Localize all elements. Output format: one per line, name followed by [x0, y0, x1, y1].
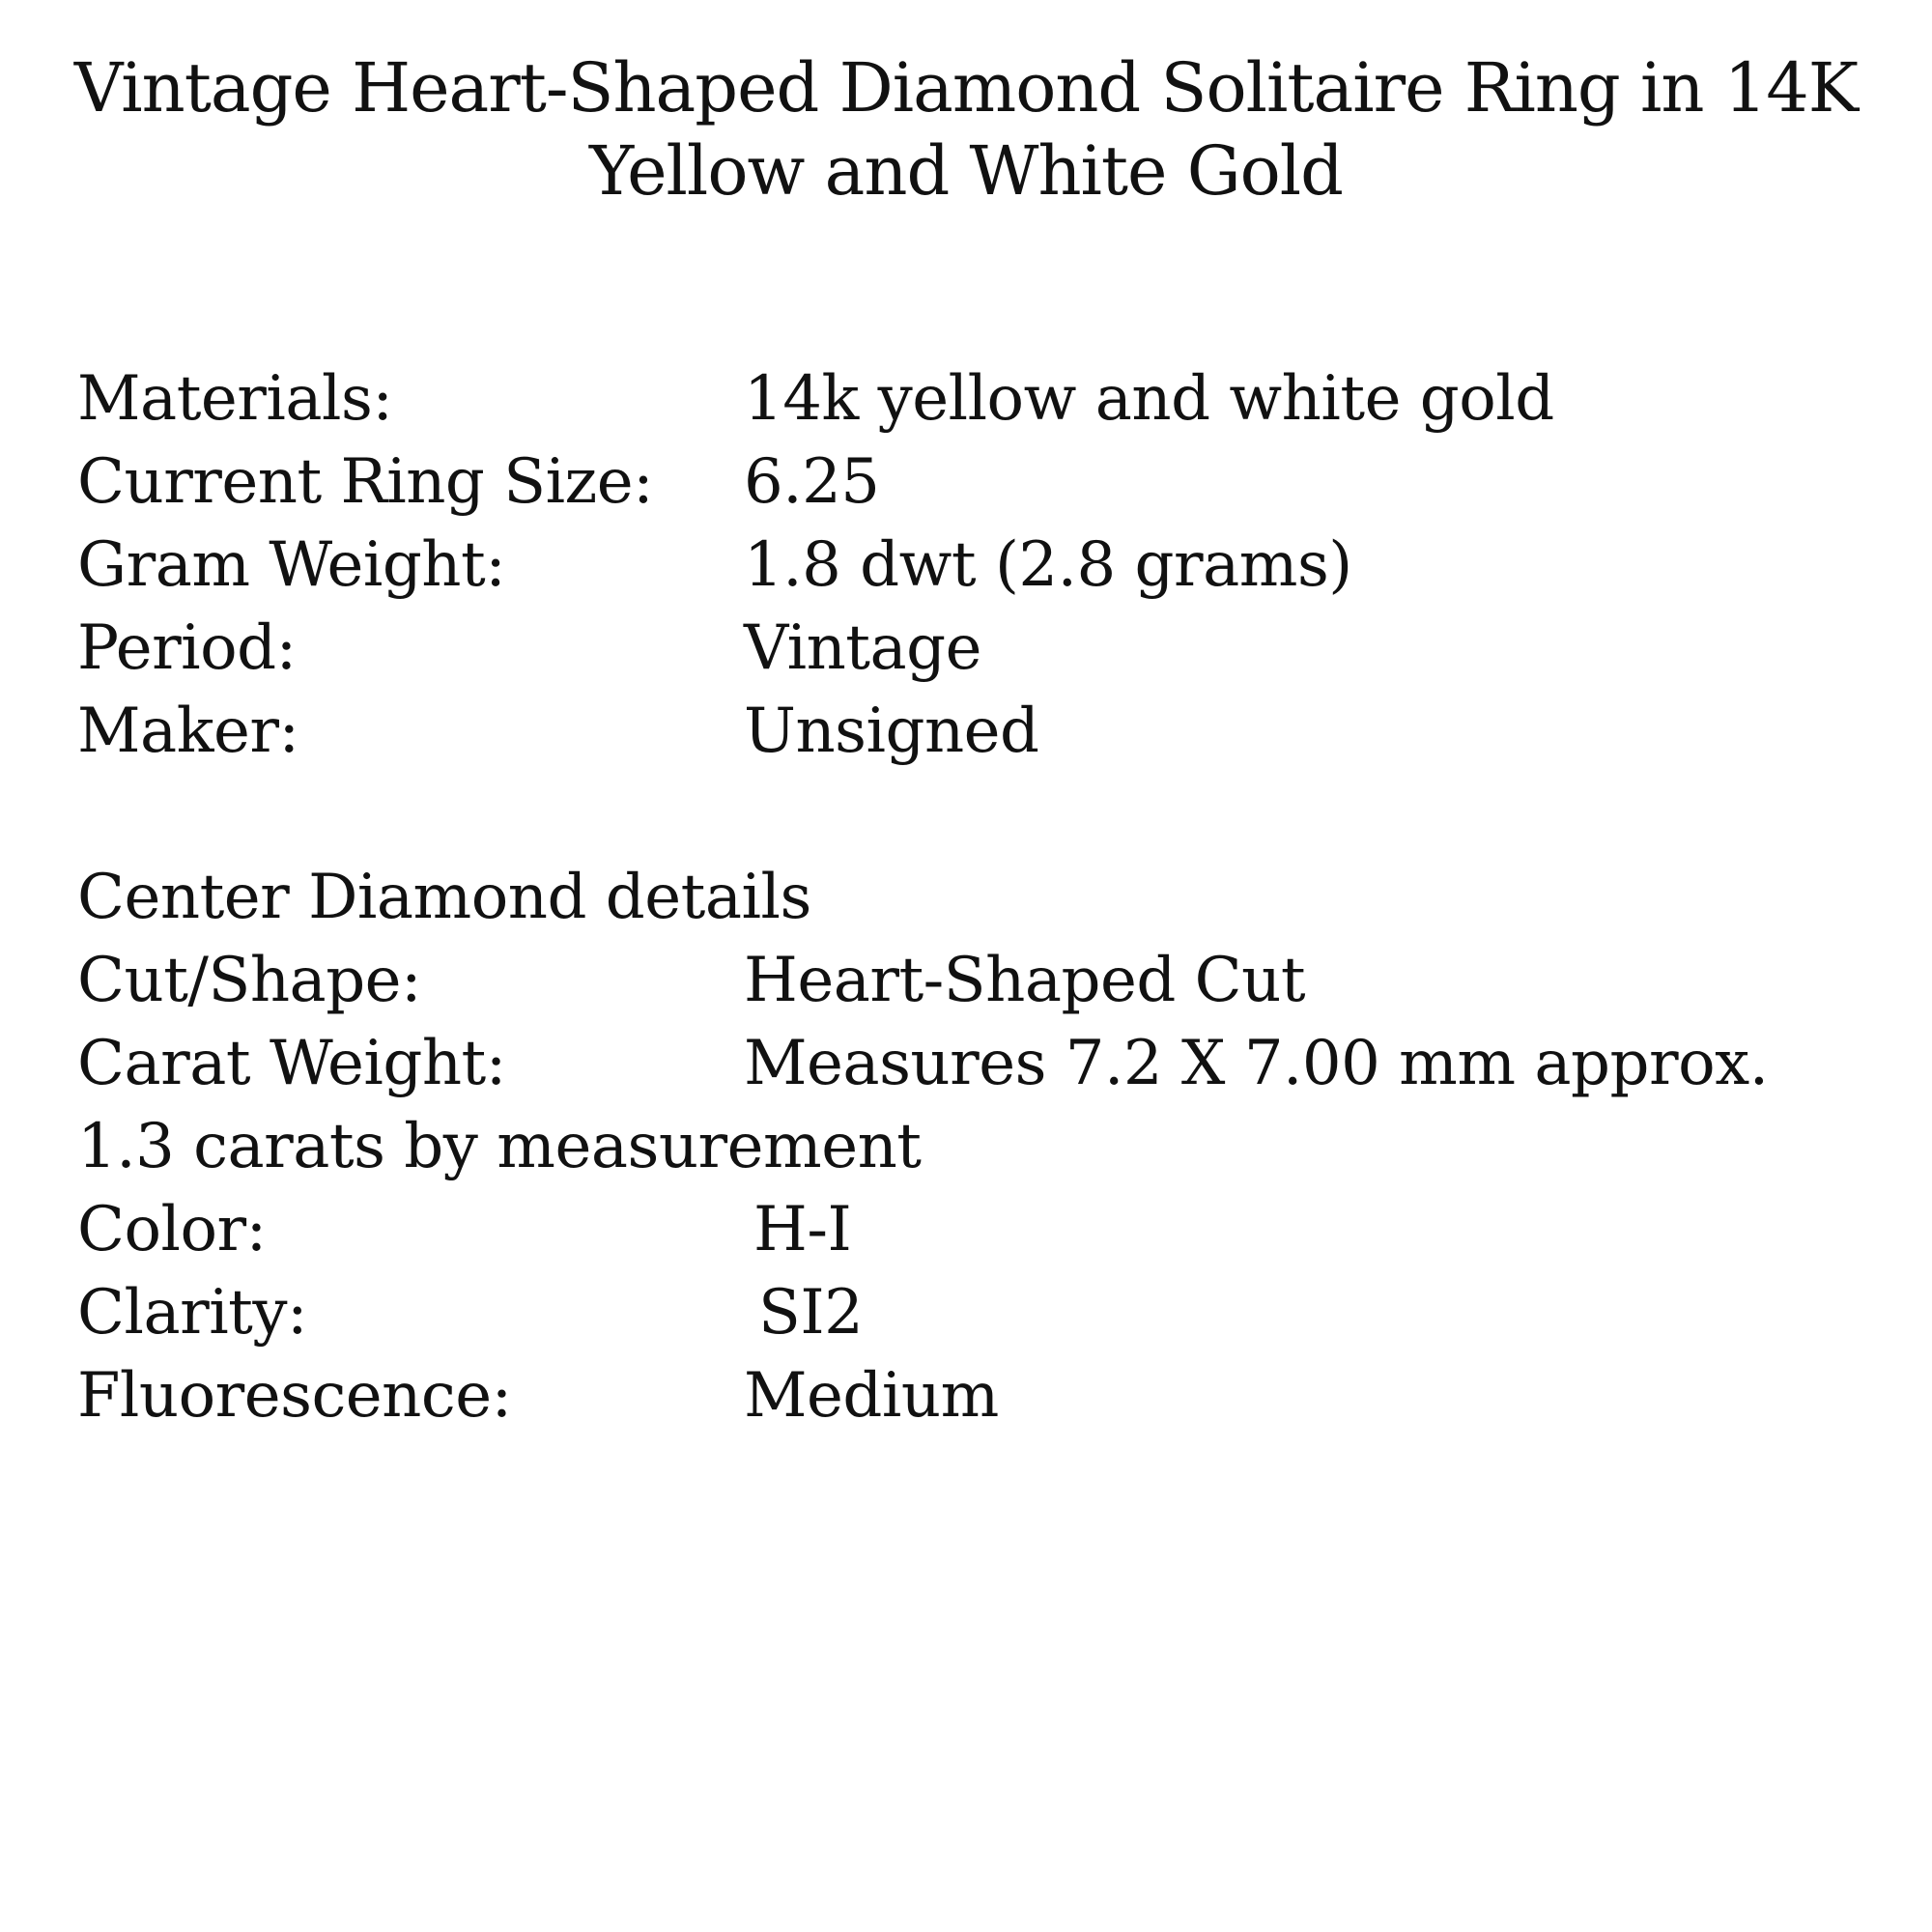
- spec-label: Clarity:: [77, 1277, 308, 1349]
- spec-value: Vintage: [744, 612, 981, 684]
- spec-label: Color:: [77, 1194, 267, 1265]
- spec-value: Heart-Shaped Cut: [744, 945, 1306, 1016]
- spec-label: Carat Weight:: [77, 1028, 506, 1099]
- spec-value: Unsigned: [744, 696, 1039, 767]
- spec-value: Measures 7.2 X 7.00 mm approx. 1.3 carats by measurement: [77, 1028, 1769, 1182]
- spec-label: Materials:: [77, 363, 393, 435]
- spec-value: Medium: [744, 1360, 999, 1432]
- spec-label: Gram Weight:: [77, 529, 506, 601]
- spec-row-carat-weight: [77, 1022, 1874, 1188]
- section-heading: Center Diamond details: [77, 862, 811, 933]
- spec-label: Current Ring Size:: [77, 446, 654, 518]
- spec-value: SI2: [758, 1277, 864, 1349]
- spec-value: H-I: [753, 1194, 852, 1265]
- spec-value: 14k yellow and white gold: [744, 363, 1554, 435]
- spec-label: Period:: [77, 612, 297, 684]
- spec-label: Fluorescence:: [77, 1360, 512, 1432]
- spec-value: 6.25: [744, 446, 880, 518]
- spec-value: 1.8 dwt (2.8 grams): [744, 529, 1352, 601]
- spec-label: Maker:: [77, 696, 299, 767]
- spec-label: Cut/Shape:: [77, 945, 422, 1016]
- page-title: Vintage Heart-Shaped Diamond Solitaire Ring in 14K Yellow and White Gold: [73, 48, 1859, 211]
